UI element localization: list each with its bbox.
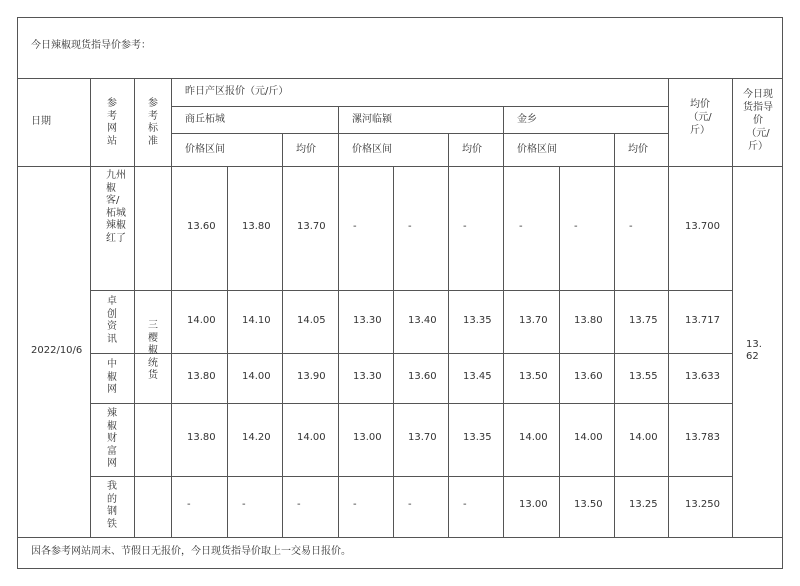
price-cell: 14.20 xyxy=(242,432,271,443)
price-cell: 13.80 xyxy=(187,371,216,382)
price-cell: 13.80 xyxy=(242,221,271,232)
grid-line xyxy=(171,78,172,537)
grid-line xyxy=(282,133,283,537)
footnote: 因各参考网站周末、节假日无报价，今日现货指导价取上一交易日报价。 xyxy=(31,546,351,557)
price-cell: 13.55 xyxy=(629,371,658,382)
price-cell: 13.80 xyxy=(574,315,603,326)
price-cell: 13.70 xyxy=(297,221,326,232)
today-price-cell: 13.62 xyxy=(746,339,762,362)
site-label: 我的钢铁 xyxy=(107,481,117,530)
grid-line xyxy=(90,353,732,354)
price-cell: 13.60 xyxy=(187,221,216,232)
header-avg: 均价 xyxy=(462,144,482,155)
price-cell: 13.50 xyxy=(519,371,548,382)
grid-line xyxy=(338,106,339,537)
header-date: 日期 xyxy=(31,116,51,127)
grid-line xyxy=(90,476,732,477)
avg-cell: 13.633 xyxy=(685,371,720,382)
price-cell: - xyxy=(353,221,357,232)
header-range: 价格区间 xyxy=(352,144,392,155)
grid-line xyxy=(614,133,615,537)
header-avg: 均价 xyxy=(628,144,648,155)
price-cell: 13.75 xyxy=(629,315,658,326)
avg-cell: 13.250 xyxy=(685,499,720,510)
avg-cell: 13.717 xyxy=(685,315,720,326)
site-label: 辣椒财富网 xyxy=(107,408,117,469)
header-range: 价格区间 xyxy=(517,144,557,155)
price-cell: 13.35 xyxy=(463,315,492,326)
header-site: 参考网站 xyxy=(107,98,117,147)
price-cell: 14.00 xyxy=(629,432,658,443)
price-cell: 14.00 xyxy=(242,371,271,382)
price-cell: 14.00 xyxy=(519,432,548,443)
price-cell: 13.30 xyxy=(353,371,382,382)
grid-line xyxy=(559,166,560,537)
price-cell: - xyxy=(463,499,467,510)
header-today-price: 今日现货指导价（元/斤） xyxy=(743,89,773,152)
site-label: 卓创资讯 xyxy=(107,296,117,345)
site-label: 九州椒客/柘城辣椒红了 xyxy=(106,170,126,244)
price-cell: - xyxy=(242,499,246,510)
grid-line xyxy=(171,106,668,107)
price-cell: 13.30 xyxy=(353,315,382,326)
price-cell: 13.25 xyxy=(629,499,658,510)
price-cell: - xyxy=(519,221,523,232)
header-range: 价格区间 xyxy=(185,144,225,155)
grid-line xyxy=(503,106,504,537)
price-cell: 13.80 xyxy=(187,432,216,443)
region-jinxiang: 金乡 xyxy=(517,114,537,125)
grid-line xyxy=(227,166,228,537)
price-cell: 14.05 xyxy=(297,315,326,326)
grid-line xyxy=(732,78,733,537)
header-yesterday-price: 昨日产区报价（元/斤） xyxy=(185,86,289,97)
price-cell: 13.60 xyxy=(408,371,437,382)
price-cell: 13.60 xyxy=(574,371,603,382)
price-cell: 13.70 xyxy=(519,315,548,326)
price-cell: - xyxy=(408,221,412,232)
grid-line xyxy=(393,166,394,537)
grid-line xyxy=(90,403,732,404)
price-cell: 14.00 xyxy=(297,432,326,443)
price-cell: - xyxy=(297,499,301,510)
price-cell: 14.10 xyxy=(242,315,271,326)
price-cell: - xyxy=(187,499,191,510)
grid-line xyxy=(90,78,91,537)
avg-cell: 13.783 xyxy=(685,432,720,443)
price-cell: 13.90 xyxy=(297,371,326,382)
grid-line xyxy=(668,78,669,537)
price-cell: - xyxy=(574,221,578,232)
avg-cell: 13.700 xyxy=(685,221,720,232)
price-cell: 13.00 xyxy=(353,432,382,443)
grid-line xyxy=(171,133,668,134)
header-standard: 参考标准 xyxy=(148,98,158,147)
price-cell: 14.00 xyxy=(187,315,216,326)
header-avg: 均价 xyxy=(296,144,316,155)
price-cell: 13.70 xyxy=(408,432,437,443)
grid-line xyxy=(18,537,782,538)
region-luohe: 漯河临颍 xyxy=(352,114,392,125)
price-cell: 14.00 xyxy=(574,432,603,443)
price-cell: 13.00 xyxy=(519,499,548,510)
grid-line xyxy=(90,290,732,291)
date-cell: 2022/10/6 xyxy=(31,345,83,356)
region-shangqiu: 商丘柘城 xyxy=(185,114,225,125)
price-cell: 13.35 xyxy=(463,432,492,443)
price-cell: 13.45 xyxy=(463,371,492,382)
price-cell: - xyxy=(463,221,467,232)
price-cell: - xyxy=(629,221,633,232)
price-cell: 13.40 xyxy=(408,315,437,326)
price-cell: 13.50 xyxy=(574,499,603,510)
price-cell: - xyxy=(408,499,412,510)
table-title: 今日辣椒现货指导价参考： xyxy=(31,40,151,51)
grid-line xyxy=(448,133,449,537)
site-label: 中椒网 xyxy=(107,359,117,395)
price-cell: - xyxy=(353,499,357,510)
grid-line xyxy=(134,78,135,537)
standard-cell: 三樱椒统货 xyxy=(148,320,158,381)
header-avg-total: 均价（元/斤） xyxy=(688,99,712,136)
